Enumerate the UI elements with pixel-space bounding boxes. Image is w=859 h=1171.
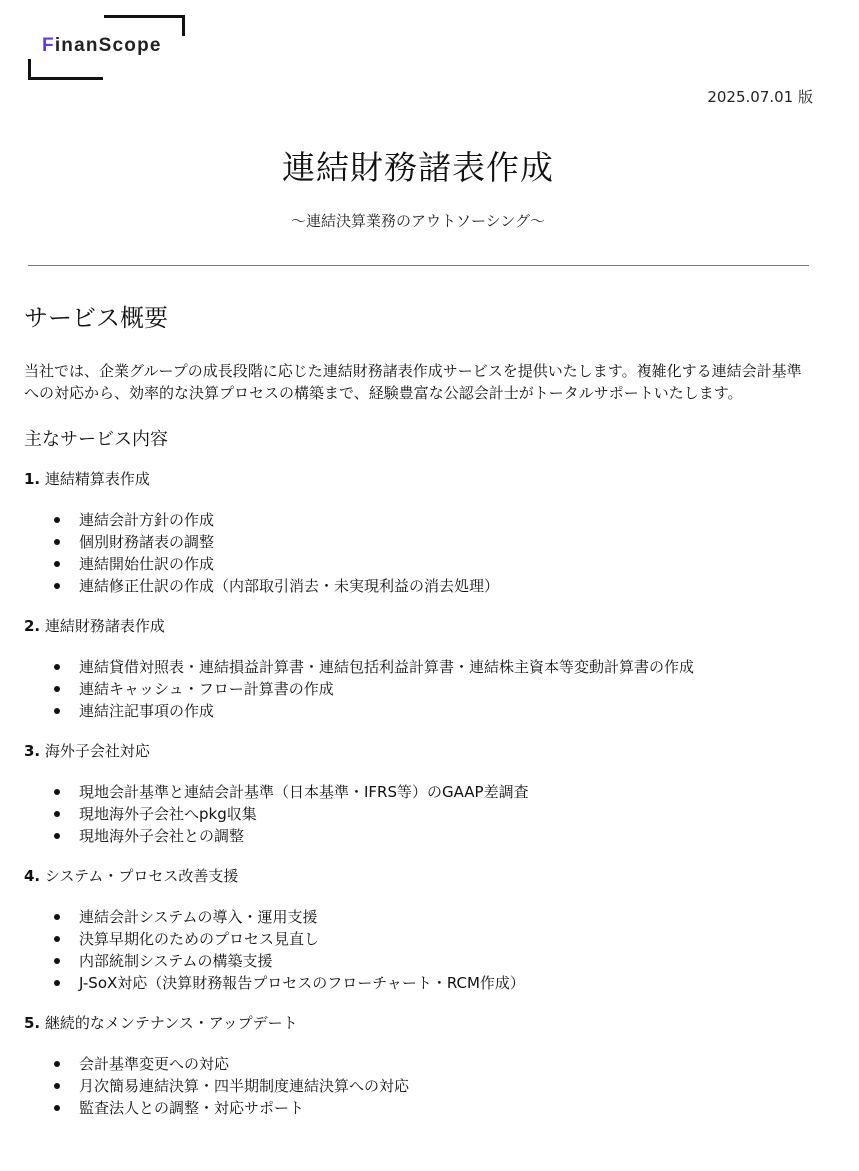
list-item-text: J-SoX対応（決算財務報告プロセスのフローチャート・RCM作成）	[79, 974, 525, 992]
page-subtitle: 〜連結決算業務のアウトソーシング〜	[290, 212, 546, 230]
bullet-icon	[54, 664, 60, 670]
service-section-number: 3.	[24, 742, 41, 760]
list-item-text: 監査法人との調整・対応サポート	[79, 1099, 305, 1117]
service-section-number: 4.	[24, 867, 41, 885]
page-title: 連結財務諸表作成	[282, 148, 554, 187]
service-section-heading	[24, 468, 814, 490]
service-section-title: 連結精算表作成	[44, 470, 150, 488]
services-heading: 主なサービス内容	[24, 429, 168, 450]
bullet-icon	[54, 1061, 60, 1067]
service-item-list	[24, 781, 814, 847]
service-item-list	[24, 509, 814, 597]
list-item-text: 現地海外子会社との調整	[79, 827, 245, 845]
list-item	[24, 972, 814, 994]
list-item-text: 連結会計方針の作成	[79, 511, 215, 529]
bullet-icon	[54, 686, 60, 692]
list-item-text: 連結修正仕訳の作成（内部取引消去・未実現利益の消去処理）	[79, 577, 500, 595]
list-item	[24, 509, 814, 531]
overview-text: 当社では、企業グループの成長段階に応じた連結財務諸表作成サービスを提供いたします。複雑化する連結会計基準への対応から、効率的な決算プロセスの構築まで、経験豊富な公認会計士がトータルサポートいたします。	[24, 362, 802, 402]
bullet-icon	[54, 517, 60, 523]
service-section-title: 連結財務諸表作成	[44, 617, 165, 635]
bullet-icon	[54, 811, 60, 817]
list-item	[24, 656, 814, 678]
list-item-text: 内部統制システムの構築支援	[79, 952, 273, 970]
document-body	[24, 298, 814, 1137]
list-item-text: 連結貸借対照表・連結損益計算書・連結包括利益計算書・連結株主資本等変動計算書の作成	[79, 658, 695, 676]
service-section-heading	[24, 1012, 814, 1034]
list-item	[24, 1075, 814, 1097]
service-section-heading	[24, 615, 814, 637]
bullet-icon	[54, 1083, 60, 1089]
bullet-icon	[54, 833, 60, 839]
list-item-text: 連結キャッシュ・フロー計算書の作成	[79, 680, 334, 698]
list-item	[24, 906, 814, 928]
service-item-list	[24, 1053, 814, 1119]
list-item-text: 月次簡易連結決算・四半期制度連結決算への対応	[79, 1077, 410, 1095]
list-item-text: 連結注記事項の作成	[79, 702, 215, 720]
list-item-text: 現地海外子会社へpkg収集	[79, 805, 257, 823]
services-list	[24, 468, 814, 1119]
list-item-text: 会計基準変更への対応	[79, 1055, 230, 1073]
bullet-icon	[54, 789, 60, 795]
list-item	[24, 781, 814, 803]
service-section-heading	[24, 740, 814, 762]
service-section-title: 継続的なメンテナンス・アップデート	[44, 1014, 298, 1032]
bullet-icon	[54, 1105, 60, 1111]
service-section-number: 2.	[24, 617, 41, 635]
logo-text-rest: inanScope	[54, 35, 162, 56]
bullet-icon	[54, 914, 60, 920]
service-section-heading	[24, 865, 814, 887]
bullet-icon	[54, 583, 60, 589]
service-section-title: 海外子会社対応	[44, 742, 150, 760]
bullet-icon	[54, 561, 60, 567]
service-item-list	[24, 906, 814, 994]
list-item	[24, 928, 814, 950]
service-section-number: 1.	[24, 470, 41, 488]
logo-bracket-bottom	[28, 59, 103, 80]
service-section-title: システム・プロセス改善支援	[44, 867, 239, 885]
logo-accent-letter: F	[42, 35, 55, 56]
logo-text	[42, 35, 162, 57]
overview-heading: サービス概要	[24, 304, 168, 332]
company-logo	[28, 15, 186, 81]
bullet-icon	[54, 936, 60, 942]
service-item-list	[24, 656, 814, 722]
logo-bracket-top	[104, 15, 185, 36]
list-item	[24, 1097, 814, 1119]
list-item	[24, 531, 814, 553]
edition-date: 2025.07.01 版	[707, 88, 813, 106]
list-item	[24, 575, 814, 597]
list-item	[24, 1053, 814, 1075]
list-item-text: 個別財務諸表の調整	[79, 533, 215, 551]
bullet-icon	[54, 539, 60, 545]
bullet-icon	[54, 708, 60, 714]
list-item	[24, 553, 814, 575]
list-item	[24, 700, 814, 722]
bullet-icon	[54, 980, 60, 986]
service-section-number: 5.	[24, 1014, 41, 1032]
bullet-icon	[54, 958, 60, 964]
list-item-text: 連結開始仕訳の作成	[79, 555, 215, 573]
list-item-text: 連結会計システムの導入・運用支援	[79, 908, 318, 926]
list-item	[24, 950, 814, 972]
list-item	[24, 803, 814, 825]
list-item-text: 現地会計基準と連結会計基準（日本基準・IFRS等）のGAAP差調査	[79, 783, 529, 801]
list-item-text: 決算早期化のためのプロセス見直し	[79, 930, 320, 948]
list-item	[24, 825, 814, 847]
header-divider	[28, 265, 809, 266]
list-item	[24, 678, 814, 700]
